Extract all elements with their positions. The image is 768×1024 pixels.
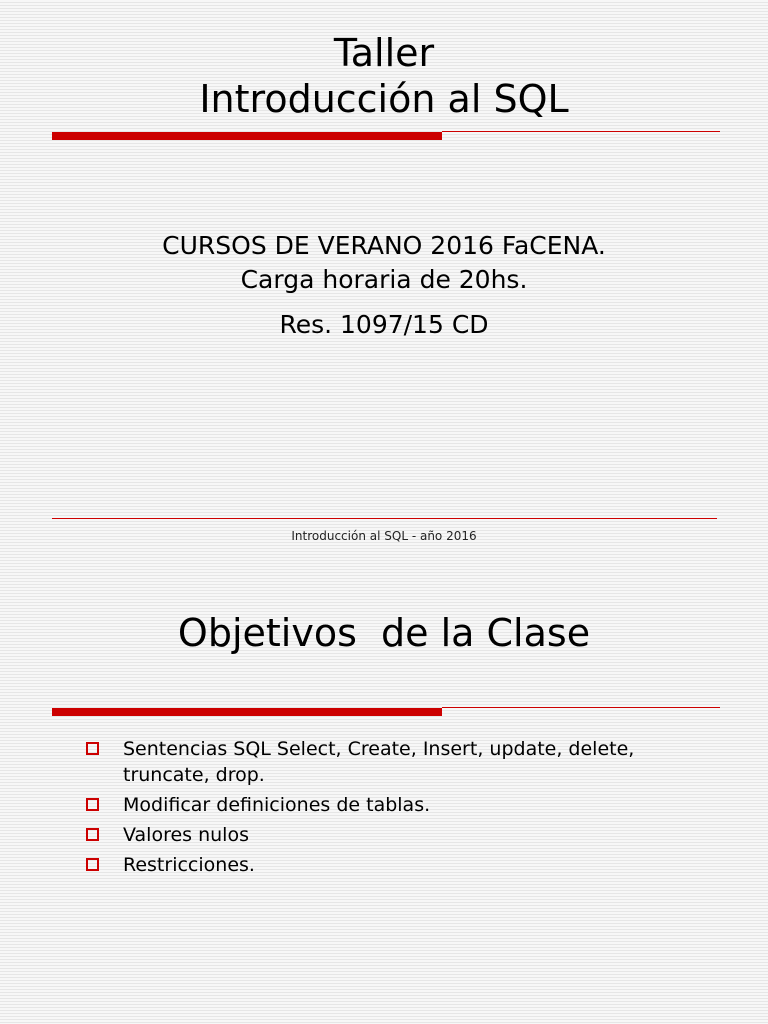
title-rule-thick — [52, 132, 442, 140]
course-line-1: CURSOS DE VERANO 2016 FaCENA. — [162, 231, 606, 260]
slide-1-title-line2: Introducción al SQL — [199, 77, 569, 121]
list-item — [84, 852, 684, 878]
list-item — [84, 792, 684, 818]
hollow-square-icon — [86, 858, 99, 871]
hollow-square-icon — [86, 798, 99, 811]
title-rule-thick — [52, 708, 442, 716]
title-rule-thin — [442, 131, 720, 132]
list-item-text: Modificar definiciones de tablas. — [123, 794, 431, 816]
slide-2 — [0, 580, 768, 1024]
hollow-square-icon — [86, 742, 99, 755]
course-line-2: Carga horaria de 20hs. — [240, 265, 528, 294]
list-item-text: Valores nulos — [123, 824, 249, 846]
resolution-text: Res. 1097/15 CD — [279, 310, 489, 339]
slide-1-title-line1: Taller — [333, 31, 435, 75]
slide-1-title — [0, 30, 768, 122]
slide-footer: Introducción al SQL - año 2016 — [291, 529, 477, 543]
title-rule-thin — [442, 707, 720, 708]
footer-rule — [52, 518, 717, 519]
slide-2-title: Objetivos de la Clase — [177, 611, 591, 655]
hollow-square-icon — [86, 828, 99, 841]
list-item-text: Restricciones. — [123, 854, 255, 876]
list-item — [84, 822, 684, 848]
list-item — [84, 736, 684, 788]
list-item-text: Sentencias SQL Select, Create, Insert, update, delete, truncate, drop. — [123, 738, 635, 786]
objectives-list — [84, 736, 684, 882]
